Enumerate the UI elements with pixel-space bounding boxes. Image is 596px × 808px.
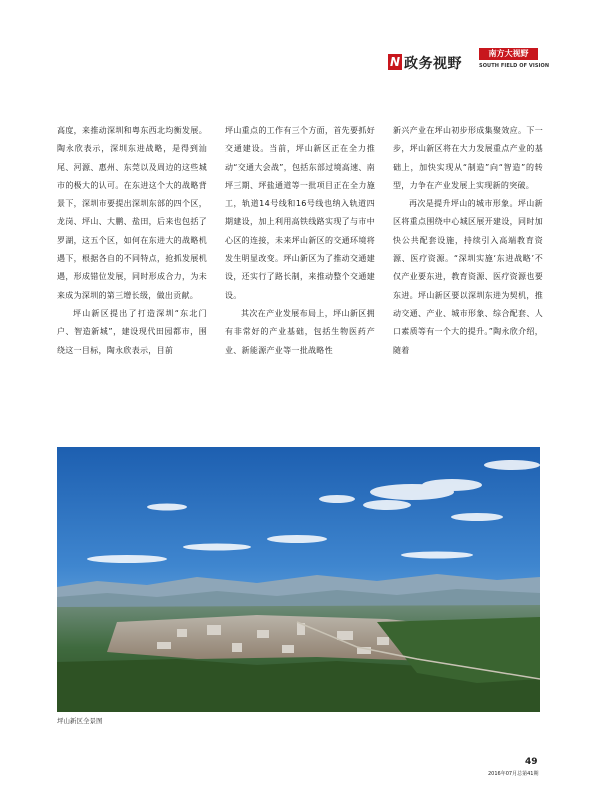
panorama-photo (57, 447, 540, 712)
paragraph: 高度，来推动深圳和粤东西北均衡发展。陶永欣表示，深圳东进战略，是得到汕尾、河源、惠州、东莞以及周边的这些城市的极大的认可。在东进这个大的战略背景下，深圳市要提出深圳东部的四个区，龙岗、坪山、大鹏、盐田，后来也包括了罗湖，这五个区，如何在东进大的战略机遇下，根据各自的不同特点，抢抓发展机遇，形成错位发展，同时形成合力，为未来成为深圳的第三增长级，做出贡献。 (57, 126, 207, 300)
column-name-english: SOUTH FIELD OF VISION (479, 63, 550, 69)
paragraph: 新兴产业在坪山初步形成集聚效应。下一步，坪山新区将在大力发展重点产业的基础上，加快实现从“制造”向“智造”的转型，力争在产业发展上实现新的突破。 (393, 126, 543, 190)
photo-caption: 坪山新区全景图 (57, 717, 103, 725)
section-title: 政务视野 (404, 56, 462, 72)
page-number: 49 (525, 757, 538, 767)
text-column-2 (225, 122, 375, 360)
paragraph: 其次在产业发展布局上，坪山新区拥有非常好的产业基础，包括生物医药产业、新能源产业等一批战略性 (225, 308, 375, 355)
issue-info: 2016年07月总第41期 (488, 771, 539, 777)
paragraph: 再次是提升坪山的城市形象。坪山新区将重点围绕中心城区展开建设，同时加快公共配套设施，持续引入高端教育资源、医疗资源。“深圳实施‘东进战略’不仅产业要东进，教育资源、医疗资源也要东进。坪山新区要以深圳东进为契机，推动交通、产业、城市形象、综合配套、人口素质等有一个大的提升。”陶永欣介绍，随着 (393, 199, 543, 355)
paragraph: 坪山重点的工作有三个方面，首先要抓好交通建设。当前，坪山新区正在全力推动“交通大会战”，包括东部过境高速、南坪三期、坪盐通道等一批项目正在全力施工，轨道14号线和16号线也纳入轨道四期建设，加上利用高铁线路实现了与市中心区的连接，未来坪山新区的交通环境将发生明显改变。坪山新区为了推动交通建设，还实行了路长制，来推动整个交通建设。 (225, 126, 375, 300)
magazine-logo-n: N (389, 55, 401, 69)
column-name-tag: 南方大视野 (479, 48, 538, 60)
text-column-1 (57, 122, 207, 360)
text-column-3 (393, 122, 543, 360)
paragraph: 坪山新区提出了打造深圳“东北门户、智造新城”，建设现代田园都市，围绕这一目标，陶永欣表示，目前 (57, 308, 207, 355)
section-header (388, 45, 548, 75)
